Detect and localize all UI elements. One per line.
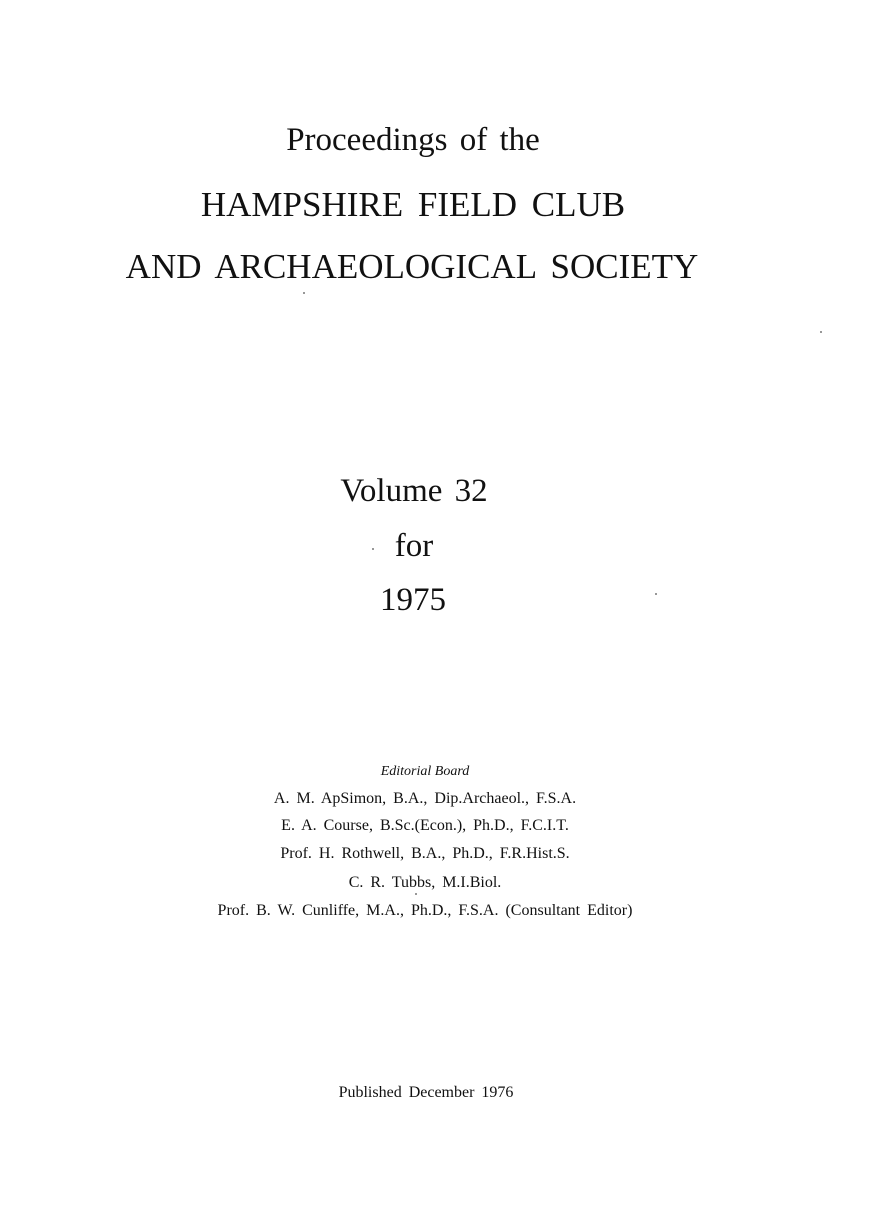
editorial-board-member: A. M. ApSimon, B.A., Dip.Archaeol., F.S.A. bbox=[273, 790, 577, 807]
editorial-board-member: C. R. Tubbs, M.I.Biol. bbox=[348, 874, 502, 891]
title-line-3: AND ARCHAEOLOGICAL SOCIETY bbox=[125, 247, 699, 286]
volume-year: 1975 bbox=[380, 582, 446, 618]
scan-speck bbox=[415, 893, 417, 895]
title-line-2: HAMPSHIRE FIELD CLUB bbox=[200, 185, 626, 224]
volume-for: for bbox=[394, 528, 434, 564]
editorial-board-member: E. A. Course, B.Sc.(Econ.), Ph.D., F.C.I.T. bbox=[281, 817, 569, 834]
scan-speck bbox=[372, 548, 374, 550]
editorial-board-member: Prof. B. W. Cunliffe, M.A., Ph.D., F.S.A. (Consultant Editor) bbox=[217, 902, 633, 919]
scan-speck bbox=[655, 593, 657, 595]
scan-speck bbox=[303, 292, 305, 294]
publication-date: Published December 1976 bbox=[338, 1084, 514, 1101]
editorial-board-member: Prof. H. Rothwell, B.A., Ph.D., F.R.Hist.S. bbox=[280, 845, 570, 862]
scan-speck bbox=[820, 331, 822, 333]
title-line-1: Proceedings of the bbox=[286, 122, 540, 158]
editorial-board-heading: Editorial Board bbox=[380, 764, 470, 779]
volume-number: Volume 32 bbox=[340, 473, 488, 509]
